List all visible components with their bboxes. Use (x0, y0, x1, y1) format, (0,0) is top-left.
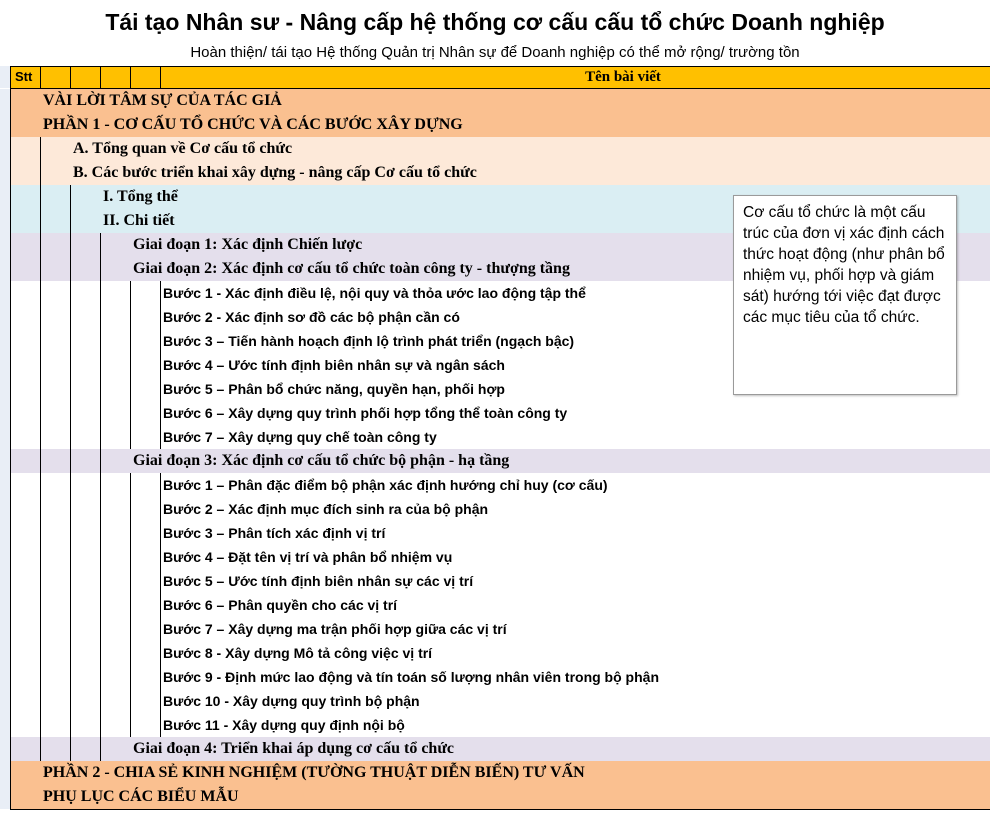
row-background (10, 569, 990, 593)
step-title-cell[interactable]: Bước 3 – Tiến hành hoạch định lộ trình phát triển (ngạch bậc) (163, 333, 575, 349)
row-background (10, 713, 990, 737)
step-title-cell[interactable]: Bước 2 – Xác định mục đích sinh ra của bộ phận (163, 501, 489, 517)
step-title-cell[interactable]: Bước 9 - Định mức lao động và tín toán số lượng nhân viên trong bộ phận (163, 669, 659, 685)
sheet-title: Tái tạo Nhân sư - Nâng cấp hệ thống cơ cấu cấu tổ chức Doanh nghiệp (105, 9, 885, 35)
phase-title-cell[interactable]: Giai đoạn 4: Triển khai áp dụng cơ cấu tổ chức (133, 740, 455, 757)
part-title-cell[interactable]: VÀI LỜI TÂM SỰ CỦA TÁC GIẢ (43, 92, 282, 109)
title-column-header[interactable]: Tên bài viết (585, 69, 661, 85)
row-number-header[interactable] (0, 281, 10, 305)
row-number-header[interactable] (0, 401, 10, 425)
row-number-header[interactable] (0, 713, 10, 737)
row-background (10, 545, 990, 569)
sheet-subtitle: Hoàn thiện/ tái tạo Hệ thống Quản trị Nhân sự để Doanh nghiệp có thể mở rộng/ trường tồn (190, 44, 800, 61)
step-title-cell[interactable]: Bước 3 – Phân tích xác định vị trí (163, 525, 386, 541)
row-number-header[interactable] (0, 617, 10, 641)
step-title-cell[interactable]: Bước 6 – Phân quyền cho các vị trí (163, 597, 398, 613)
row-background (10, 521, 990, 545)
step-title-cell[interactable]: Bước 5 – Ước tính định biên nhân sự các vị trí (163, 573, 474, 589)
row-number-header[interactable] (0, 233, 10, 257)
row-number-header[interactable] (0, 593, 10, 617)
row-number-header[interactable] (0, 473, 10, 497)
row-background (10, 689, 990, 713)
step-title-cell[interactable]: Bước 10 - Xây dựng quy trình bộ phận (163, 693, 420, 709)
row-number-header[interactable] (0, 185, 10, 209)
row-number-header[interactable] (0, 569, 10, 593)
part-title-cell[interactable]: PHẦN 2 - CHIA SẺ KINH NGHIỆM (TƯỜNG THUẬT DIỄN BIẾN) TƯ VẤN (43, 764, 585, 781)
row-number-header[interactable] (0, 641, 10, 665)
row-number-header[interactable] (0, 353, 10, 377)
row-number-header[interactable] (0, 305, 10, 329)
subsection-title-cell[interactable]: I. Tổng thể (103, 188, 178, 205)
phase-title-cell[interactable]: Giai đoạn 3: Xác định cơ cấu tổ chức bộ phận - hạ tầng (133, 452, 510, 469)
row-number-header[interactable] (0, 689, 10, 713)
row-background (10, 593, 990, 617)
row-background (10, 497, 990, 521)
row-header-strip (0, 66, 10, 88)
step-title-cell[interactable]: Bước 4 – Đặt tên vị trí và phân bổ nhiệm vụ (163, 549, 453, 565)
row-number-header[interactable] (0, 425, 10, 449)
row-number-header[interactable] (0, 449, 10, 473)
step-title-cell[interactable]: Bước 6 – Xây dựng quy trình phối hợp tổng thể toàn công ty (163, 405, 568, 421)
step-title-cell[interactable]: Bước 1 – Phân đặc điểm bộ phận xác định hướng chỉ huy (cơ cấu) (163, 477, 608, 493)
step-title-cell[interactable]: Bước 4 – Ước tính định biên nhân sự và ngân sách (163, 357, 505, 373)
row-background (10, 425, 990, 449)
part-title-cell[interactable]: PHẦN 1 - CƠ CẤU TỔ CHỨC VÀ CÁC BƯỚC XÂY DỰNG (43, 116, 463, 133)
step-title-cell[interactable]: Bước 7 – Xây dựng quy chế toàn công ty (163, 429, 437, 445)
row-number-header[interactable] (0, 329, 10, 353)
row-number-header[interactable] (0, 137, 10, 161)
row-number-header[interactable] (0, 545, 10, 569)
row-number-header[interactable] (0, 521, 10, 545)
row-number-header[interactable] (0, 737, 10, 761)
step-title-cell[interactable]: Bước 5 – Phân bổ chức năng, quyền hạn, phối hợp (163, 381, 505, 397)
row-number-header[interactable] (0, 257, 10, 281)
section-title-cell[interactable]: A. Tổng quan về Cơ cấu tổ chức (73, 140, 293, 157)
row-number-header[interactable] (0, 665, 10, 689)
phase-title-cell[interactable]: Giai đoạn 1: Xác định Chiến lược (133, 236, 363, 253)
row-number-header[interactable] (0, 497, 10, 521)
row-number-header[interactable] (0, 209, 10, 233)
row-number-header[interactable] (0, 785, 10, 809)
part-title-cell[interactable]: PHỤ LỤC CÁC BIỂU MẪU (43, 788, 239, 805)
phase-title-cell[interactable]: Giai đoạn 2: Xác định cơ cấu tổ chức toàn công ty - thượng tầng (133, 260, 570, 277)
step-title-cell[interactable]: Bước 11 - Xây dựng quy định nội bộ (163, 717, 405, 733)
section-title-cell[interactable]: B. Các bước triển khai xây dựng - nâng cấp Cơ cấu tổ chức (73, 164, 477, 181)
step-title-cell[interactable]: Bước 7 – Xây dựng ma trận phối hợp giữa các vị trí (163, 621, 507, 637)
comment-note[interactable]: Cơ cấu tổ chức là một cấu trúc của đơn vị xác định cách thức hoạt động (như phân bổ nhiệm vụ, phối hợp và giám sát) hướng tới việc đạt được các mục tiêu của tổ chức. (733, 195, 957, 395)
stt-column-header[interactable]: Stt (15, 69, 33, 84)
step-title-cell[interactable]: Bước 1 - Xác định điều lệ, nội quy và thỏa ước lao động tập thể (163, 285, 586, 301)
row-number-header[interactable] (0, 377, 10, 401)
row-background (10, 641, 990, 665)
step-title-cell[interactable]: Bước 2 - Xác định sơ đồ các bộ phận cần có (163, 309, 460, 325)
row-number-header[interactable] (0, 761, 10, 785)
row-number-header[interactable] (0, 161, 10, 185)
row-number-header[interactable] (0, 113, 10, 137)
subsection-title-cell[interactable]: II. Chi tiết (103, 212, 175, 229)
row-number-header[interactable] (0, 89, 10, 113)
step-title-cell[interactable]: Bước 8 - Xây dựng Mô tả công việc vị trí (163, 645, 433, 661)
